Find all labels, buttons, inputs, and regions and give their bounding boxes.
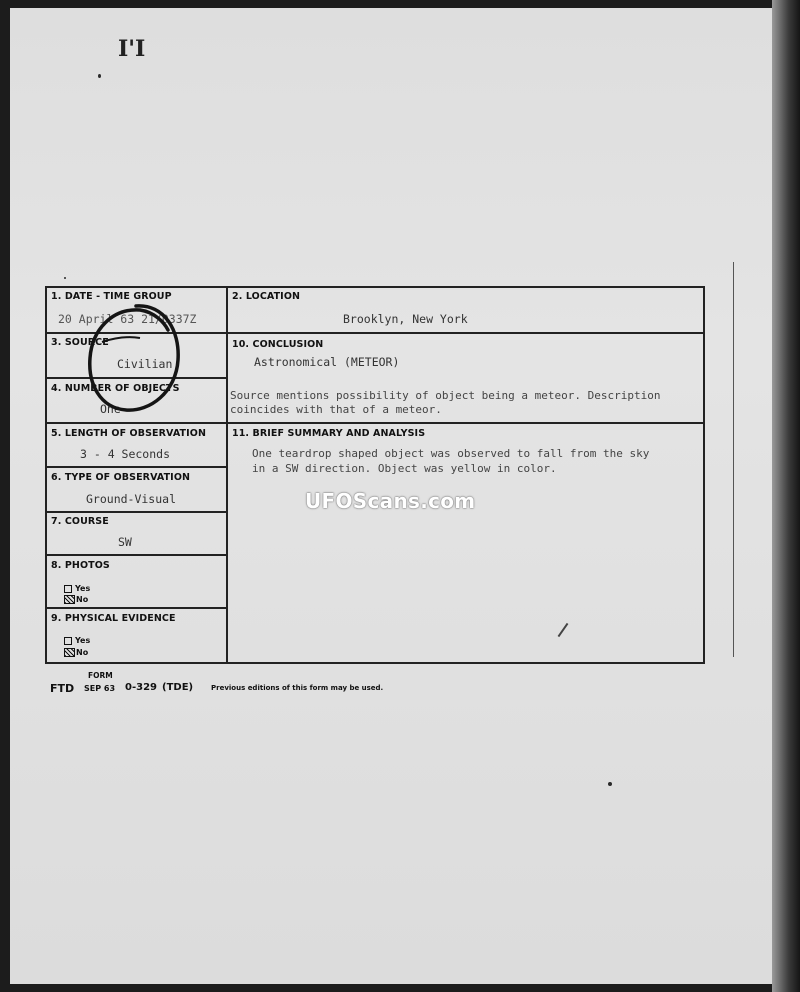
handwritten-mark: I'I — [118, 36, 146, 62]
conclusion-label: 10. CONCLUSION — [232, 339, 324, 350]
source-label: 3. SOURCE — [51, 337, 109, 348]
type-value: Ground-Visual — [86, 492, 177, 506]
form-date: SEP 63 — [84, 684, 116, 693]
rule — [45, 607, 228, 609]
scanner-edge — [772, 0, 800, 992]
speck — [64, 277, 66, 279]
form-word: FORM — [88, 671, 113, 680]
length-value: 3 - 4 Seconds — [80, 447, 171, 461]
evidence-no-option: No — [64, 648, 88, 657]
course-label: 7. COURSE — [51, 516, 109, 527]
date-value: 20 April 63 21/0337Z — [58, 312, 197, 326]
length-label: 5. LENGTH OF OBSERVATION — [51, 428, 206, 439]
objects-value: One — [100, 402, 121, 416]
conclusion-note: Source mentions possibility of object being a meteor. Description — [230, 389, 661, 402]
hand-drawn-circle — [84, 300, 184, 416]
rule — [45, 511, 228, 513]
checked-checkbox — [64, 595, 75, 604]
summary-line: in a SW direction. Object was yellow in color. — [252, 462, 557, 475]
form-ftd: FTD — [50, 682, 75, 695]
speck — [98, 74, 101, 78]
checked-checkbox — [64, 648, 75, 657]
speck — [608, 782, 612, 786]
date-label: 1. DATE - TIME GROUP — [51, 291, 172, 302]
photos-label: 8. PHOTOS — [51, 560, 110, 571]
summary-line: One teardrop shaped object was observed to fall from the sky — [252, 447, 650, 460]
watermark: UFOScans.com — [305, 489, 476, 513]
objects-label: 4. NUMBER OF OBJECTS — [51, 383, 180, 394]
course-value: SW — [118, 535, 132, 549]
summary-label: 11. BRIEF SUMMARY AND ANALYSIS — [232, 428, 426, 439]
rule — [226, 332, 705, 334]
checkbox — [64, 585, 72, 593]
checkbox — [64, 637, 72, 645]
location-label: 2. LOCATION — [232, 291, 301, 302]
location-value: Brooklyn, New York — [343, 312, 468, 326]
form-number: 0-329 — [125, 682, 157, 693]
photos-no-option: No — [64, 595, 88, 604]
conclusion-note: coincides with that of a meteor. — [230, 403, 442, 416]
photos-yes-option: Yes — [64, 584, 90, 593]
source-value: Civilian — [117, 357, 173, 371]
form-tde: (TDE) — [162, 682, 194, 693]
rule — [45, 554, 228, 556]
margin-line — [733, 262, 734, 657]
form-previous-editions: Previous editions of this form may be used. — [211, 684, 384, 692]
type-label: 6. TYPE OF OBSERVATION — [51, 472, 191, 483]
rule — [45, 422, 705, 424]
evidence-label: 9. PHYSICAL EVIDENCE — [51, 613, 176, 624]
conclusion-value: Astronomical (METEOR) — [254, 355, 400, 369]
rule — [45, 466, 228, 468]
evidence-yes-option: Yes — [64, 636, 90, 645]
